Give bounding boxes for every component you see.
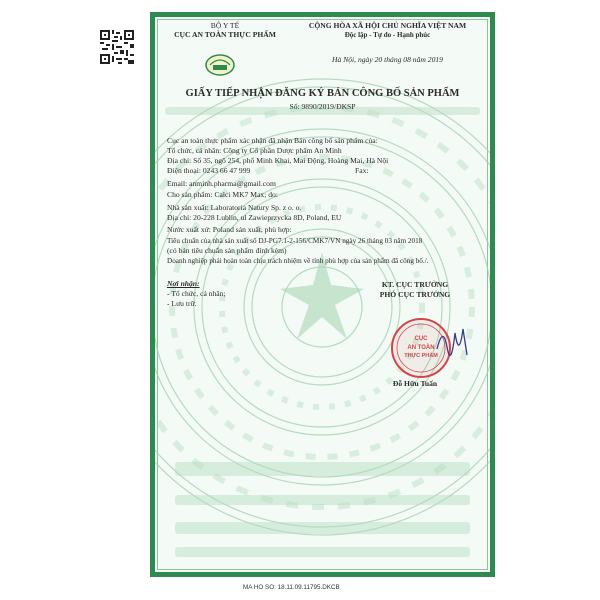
- handwritten-signature: [433, 319, 473, 365]
- place-date: Hà Nội, ngày 20 tháng 08 năm 2019: [332, 55, 443, 64]
- recipient-item: - Lưu trữ.: [167, 299, 197, 308]
- organization: Tổ chức, cá nhân: Công ty Cổ phần Dược phẩm An Minh: [167, 146, 342, 155]
- recipient-item: - Tổ chức, cá nhân;: [167, 289, 226, 298]
- agency-logo: [204, 53, 236, 77]
- product: Cho sản phẩm: Calci MK7 Max; do:: [167, 190, 278, 199]
- organization-address: Địa chỉ: Số 35, ngõ 254, phố Minh Khai, Mai Động, Hoàng Mai, Hà Nội: [167, 156, 389, 165]
- email: Email: anminh.pharma@gmail.com: [167, 179, 276, 188]
- fax: Fax:: [355, 166, 369, 175]
- recipients-heading: Nơi nhận:: [167, 279, 200, 288]
- manufacturer-address: Địa chỉ: 20-228 Lublin, ul Zawieprzycka 8D, Poland, EU: [167, 213, 342, 222]
- signer-on-behalf: KT. CỤC TRƯỞNG: [381, 280, 449, 289]
- phone: Điện thoại: 0243 66 47 999: [167, 166, 251, 175]
- signer-position: PHÓ CỤC TRƯỞNG: [379, 290, 451, 299]
- document-number: Số: 9890/2019/ĐKSP: [289, 102, 356, 111]
- responsibility: Doanh nghiệp phải hoàn toàn chịu trách nhiệm về tính phù hợp của sản phẩm đã công bố./.: [167, 257, 429, 265]
- seal-text: THỰC PHẨM: [404, 353, 438, 359]
- standard-note: (có bản tiêu chuẩn sản phẩm đính kèm): [167, 246, 287, 255]
- file-code: MA HO SO: 18.11.09.11795.DKCB: [243, 584, 340, 591]
- seal-text: CỤC: [414, 336, 428, 342]
- agency-name: CỤC AN TOÀN THỰC PHẨM: [174, 30, 276, 39]
- standard: Tiêu chuẩn của nhà sản xuất số DJ-PG7.1-2-156/CMK7/VN ngày 26 tháng 03 năm 2018: [167, 237, 423, 245]
- signer-name: Đỗ Hữu Tuấn: [392, 379, 438, 388]
- ministry-name: BỘ Y TẾ: [210, 21, 240, 30]
- confirmation-line: Cục an toàn thực phẩm xác nhận đã nhận Bản công bố sản phẩm của:: [167, 136, 378, 145]
- certificate: [150, 12, 495, 577]
- qr-code: [100, 30, 134, 64]
- motto: Độc lập - Tự do - Hạnh phúc: [344, 31, 431, 39]
- country-name: CỘNG HÒA XÃ HỘI CHỦ NGHĨA VIỆT NAM: [308, 21, 467, 30]
- origin: Nước xuất xứ: Poland sản xuất, phù hợp:: [167, 225, 292, 234]
- seal-text: AN TOÀN: [407, 345, 435, 351]
- document-title: GIẤY TIẾP NHẬN ĐĂNG KÝ BẢN CÔNG BỐ SẢN PHẨM: [185, 88, 460, 99]
- manufacturer: Nhà sản xuất: Laboratoria Natury Sp. z o. o.: [167, 203, 302, 212]
